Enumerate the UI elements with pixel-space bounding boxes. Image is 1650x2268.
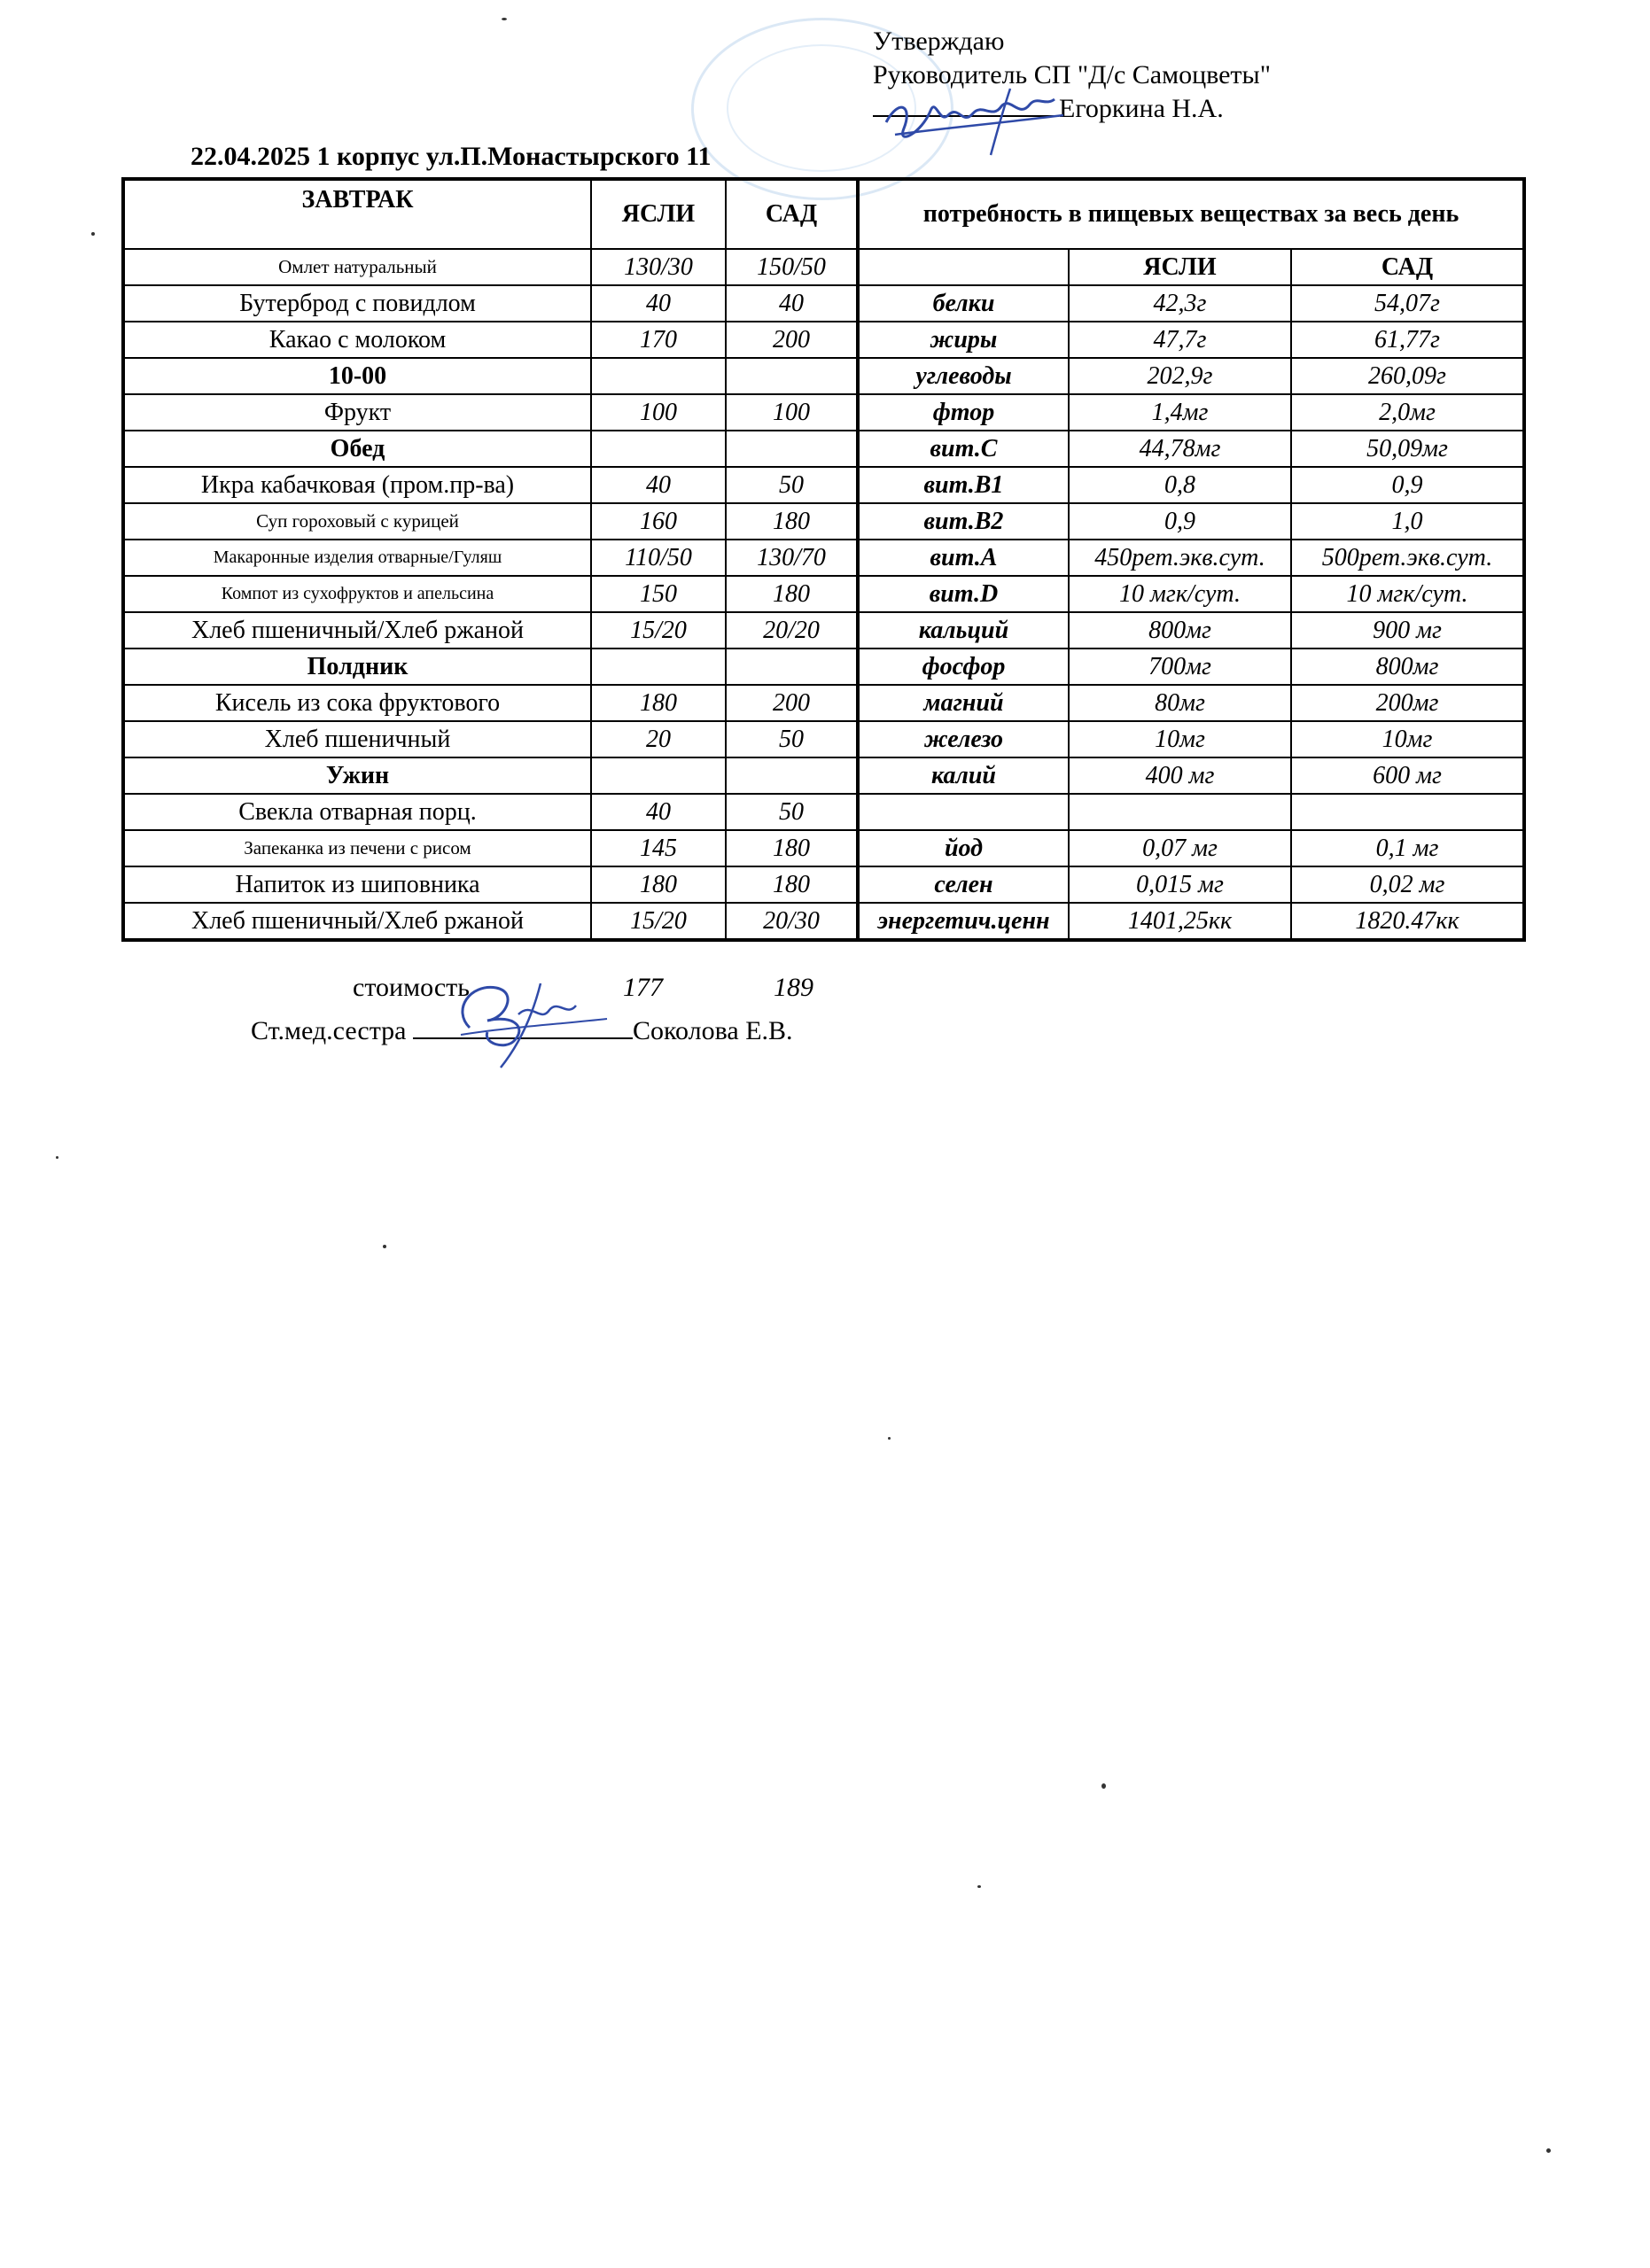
table-row [123,757,1524,794]
table-row [123,794,1524,830]
table-row [123,358,1524,394]
nutrient-yasli-cell: 44,78мг [1069,431,1291,467]
nutrient-name-cell: калий [858,757,1069,794]
dish-cell: Бутерброд с повидлом [123,285,591,322]
scan-speck [383,1245,386,1248]
yasli-portion-cell: 160 [591,503,726,540]
dish-cell: Хлеб пшеничный [123,721,591,757]
yasli-portion-cell: 40 [591,794,726,830]
cost-label: стоимость [353,973,470,1002]
approval-line-2: Руководитель СП "Д/с Самоцветы" [873,60,1271,89]
nutrient-sad-cell: 1,0 [1291,503,1524,540]
nutrient-sad-cell: 10мг [1291,721,1524,757]
table-row [123,249,1524,285]
nutrient-name-cell: вит.С [858,431,1069,467]
dish-cell: Полдник [123,649,591,685]
nutrient-sad-cell: 10 мгк/сут. [1291,576,1524,612]
table-row [123,540,1524,576]
dish-cell: Какао с молоком [123,322,591,358]
yasli-portion-cell: 180 [591,866,726,903]
yasli-portion-cell: 130/30 [591,249,726,285]
cost-sad: 189 [774,973,813,1002]
dish-cell: Фрукт [123,394,591,431]
dish-cell: Макаронные изделия отварные/Гуляш [123,540,591,576]
scan-speck [977,1885,981,1888]
nutrient-yasli-cell: 400 мг [1069,757,1291,794]
nutrient-yasli-cell [1069,794,1291,830]
nutrient-sad-cell: 2,0мг [1291,394,1524,431]
table-row [123,503,1524,540]
table-row [123,431,1524,467]
page-title: 22.04.2025 1 корпус ул.П.Монастырского 11 [191,142,712,171]
nutrient-sad-cell [1291,794,1524,830]
nutrient-name-cell: фосфор [858,649,1069,685]
sad-portion-cell [726,649,858,685]
sad-portion-cell: 180 [726,503,858,540]
sad-portion-cell: 20/20 [726,612,858,649]
nutrient-name-cell: углеводы [858,358,1069,394]
nutrient-name-cell: вит.В2 [858,503,1069,540]
nutrient-sad-cell: 800мг [1291,649,1524,685]
yasli-portion-cell: 15/20 [591,612,726,649]
table-row [123,649,1524,685]
nutrient-sad-cell: 0,1 мг [1291,830,1524,866]
sad-portion-cell: 50 [726,721,858,757]
yasli-portion-cell: 40 [591,467,726,503]
nutrient-name-cell [858,794,1069,830]
nutrient-yasli-cell: 1,4мг [1069,394,1291,431]
nutrient-yasli-cell: 0,07 мг [1069,830,1291,866]
sad-portion-cell: 50 [726,794,858,830]
yasli-portion-cell [591,649,726,685]
sad-portion-cell [726,757,858,794]
scan-speck [56,1156,58,1159]
dish-cell: Икра кабачковая (пром.пр-ва) [123,467,591,503]
yasli-portion-cell: 180 [591,685,726,721]
nutrient-yasli-cell: 800мг [1069,612,1291,649]
cost-yasli: 177 [623,973,663,1002]
scan-speck [888,1437,891,1440]
nutrient-sad-cell: 50,09мг [1291,431,1524,467]
dish-cell: Суп гороховый с курицей [123,503,591,540]
yasli-portion-cell [591,431,726,467]
table-row [123,285,1524,322]
sad-portion-cell: 180 [726,576,858,612]
nutrient-yasli-cell: 10мг [1069,721,1291,757]
nutrient-name-cell: вит.D [858,576,1069,612]
nutrient-sad-cell: 0,02 мг [1291,866,1524,903]
nutrient-yasli-cell: 0,015 мг [1069,866,1291,903]
dish-cell: Ужин [123,757,591,794]
header-sad: САД [726,179,858,249]
dish-cell: Запеканка из печени с рисом [123,830,591,866]
nutrient-sad-cell: САД [1291,249,1524,285]
sad-portion-cell: 130/70 [726,540,858,576]
nutrient-sad-cell: 1820.47кк [1291,903,1524,940]
table-row [123,866,1524,903]
nutrient-yasli-cell: 700мг [1069,649,1291,685]
nutrient-name-cell: вит.В1 [858,467,1069,503]
yasli-portion-cell: 150 [591,576,726,612]
nutrient-name-cell: жиры [858,322,1069,358]
sad-portion-cell: 180 [726,830,858,866]
nutrient-name-cell: селен [858,866,1069,903]
yasli-portion-cell: 40 [591,285,726,322]
nutrient-sad-cell: 600 мг [1291,757,1524,794]
nurse-label: Ст.мед.сестра [251,1016,407,1045]
sad-portion-cell: 40 [726,285,858,322]
nutrient-name-cell: энергетич.ценн [858,903,1069,940]
yasli-portion-cell: 100 [591,394,726,431]
nutrient-name-cell: вит.А [858,540,1069,576]
table-row [123,903,1524,940]
nutrient-sad-cell: 900 мг [1291,612,1524,649]
sad-portion-cell [726,358,858,394]
nutrient-name-cell: магний [858,685,1069,721]
nutrient-sad-cell: 260,09г [1291,358,1524,394]
nutrient-yasli-cell: 450рет.экв.сут. [1069,540,1291,576]
dish-cell: Хлеб пшеничный/Хлеб ржаной [123,903,591,940]
nutrient-yasli-cell: 42,3г [1069,285,1291,322]
sad-portion-cell: 150/50 [726,249,858,285]
nutrient-yasli-cell: 1401,25кк [1069,903,1291,940]
sad-portion-cell: 200 [726,322,858,358]
table-row [123,394,1524,431]
yasli-portion-cell: 110/50 [591,540,726,576]
menu-table [121,177,1526,942]
sad-portion-cell [726,431,858,467]
yasli-portion-cell: 145 [591,830,726,866]
nurse-signature [434,966,611,1072]
sad-portion-cell: 50 [726,467,858,503]
table-row [123,830,1524,866]
dish-cell: Обед [123,431,591,467]
scan-speck [502,18,507,20]
approval-line-1: Утверждаю [873,27,1005,56]
sad-portion-cell: 20/30 [726,903,858,940]
header-nutrients: потребность в пищевых веществах за весь день [858,179,1524,249]
yasli-portion-cell [591,358,726,394]
nutrient-yasli-cell: 47,7г [1069,322,1291,358]
header-breakfast: ЗАВТРАК [123,179,591,249]
nutrient-sad-cell: 54,07г [1291,285,1524,322]
nutrient-sad-cell: 200мг [1291,685,1524,721]
dish-cell: Свекла отварная порц. [123,794,591,830]
nutrient-sad-cell: 0,9 [1291,467,1524,503]
nutrient-name-cell: йод [858,830,1069,866]
dish-cell: 10-00 [123,358,591,394]
nutrient-name-cell: белки [858,285,1069,322]
nutrient-yasli-cell: ЯСЛИ [1069,249,1291,285]
nutrient-yasli-cell: 0,8 [1069,467,1291,503]
dish-cell: Кисель из сока фруктового [123,685,591,721]
header-yasli: ЯСЛИ [591,179,726,249]
nutrient-name-cell: фтор [858,394,1069,431]
yasli-portion-cell: 20 [591,721,726,757]
sad-portion-cell: 100 [726,394,858,431]
dish-cell: Компот из сухофруктов и апельсина [123,576,591,612]
table-row [123,576,1524,612]
sad-portion-cell: 200 [726,685,858,721]
dish-cell: Напиток из шиповника [123,866,591,903]
sad-portion-cell: 180 [726,866,858,903]
yasli-portion-cell: 15/20 [591,903,726,940]
scan-speck [1101,1783,1106,1789]
dish-cell: Омлет натуральный [123,249,591,285]
nutrient-yasli-cell: 0,9 [1069,503,1291,540]
nutrient-sad-cell: 500рет.экв.сут. [1291,540,1524,576]
nutrient-yasli-cell: 202,9г [1069,358,1291,394]
nutrient-name-cell [858,249,1069,285]
director-signature [877,80,1081,159]
table-row [123,612,1524,649]
table-row [123,467,1524,503]
nurse-name: Соколова Е.В. [633,1016,793,1045]
table-row [123,685,1524,721]
scan-speck [91,232,95,236]
yasli-portion-cell [591,757,726,794]
dish-cell: Хлеб пшеничный/Хлеб ржаной [123,612,591,649]
table-header-row [123,179,1524,249]
nutrient-yasli-cell: 10 мгк/сут. [1069,576,1291,612]
yasli-portion-cell: 170 [591,322,726,358]
table-row [123,322,1524,358]
director-name: Егоркина Н.А. [1059,94,1224,123]
table-row [123,721,1524,757]
nutrient-sad-cell: 61,77г [1291,322,1524,358]
nutrient-yasli-cell: 80мг [1069,685,1291,721]
nutrient-name-cell: железо [858,721,1069,757]
scan-speck [1546,2148,1551,2153]
nutrient-name-cell: кальций [858,612,1069,649]
